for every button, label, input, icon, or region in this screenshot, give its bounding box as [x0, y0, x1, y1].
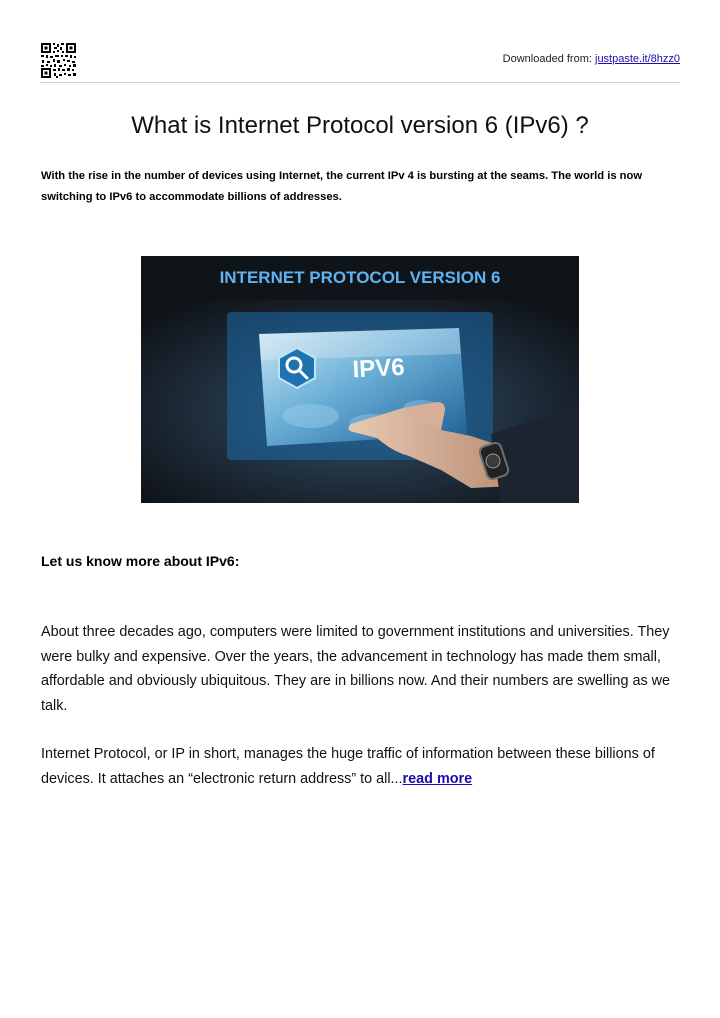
article-lead: With the rise in the number of devices using Internet, the current IPv 4 is bursting at the seams. The world is now switching to IPv6 to accommodate billions of addresses. [41, 170, 643, 203]
paragraph-2-text: Internet Protocol, or IP in short, manages the huge traffic of information between these billions of devices. It attaches an “electronic return address” to all... [41, 746, 655, 787]
qr-code-icon [41, 43, 76, 78]
article-title: What is Internet Protocol version 6 (IPv6) ? [131, 112, 589, 139]
hero-screen-text: IPV6 [351, 353, 406, 384]
hero-image [141, 256, 579, 503]
article-paragraph-2 [41, 742, 686, 791]
hero-banner-text: INTERNET PROTOCOL VERSION 6 [219, 268, 501, 287]
section-heading: Let us know more about IPv6: [41, 553, 240, 569]
header-divider [40, 82, 680, 83]
download-source-link[interactable]: justpaste.it/8hzz0 [595, 53, 680, 65]
article-paragraph-1: About three decades ago, computers were limited to government institutions and universities. They were bulky and expensive. Over the years, the advancement in technology has made them small, affordable and obviously ubiquitous. They are in billions now. And their numbers are swelling as we talk. [41, 624, 671, 714]
search-icon [279, 348, 315, 388]
read-more-link[interactable]: read more [402, 770, 473, 787]
download-label: Downloaded from: [502, 53, 592, 65]
download-source [503, 53, 680, 65]
